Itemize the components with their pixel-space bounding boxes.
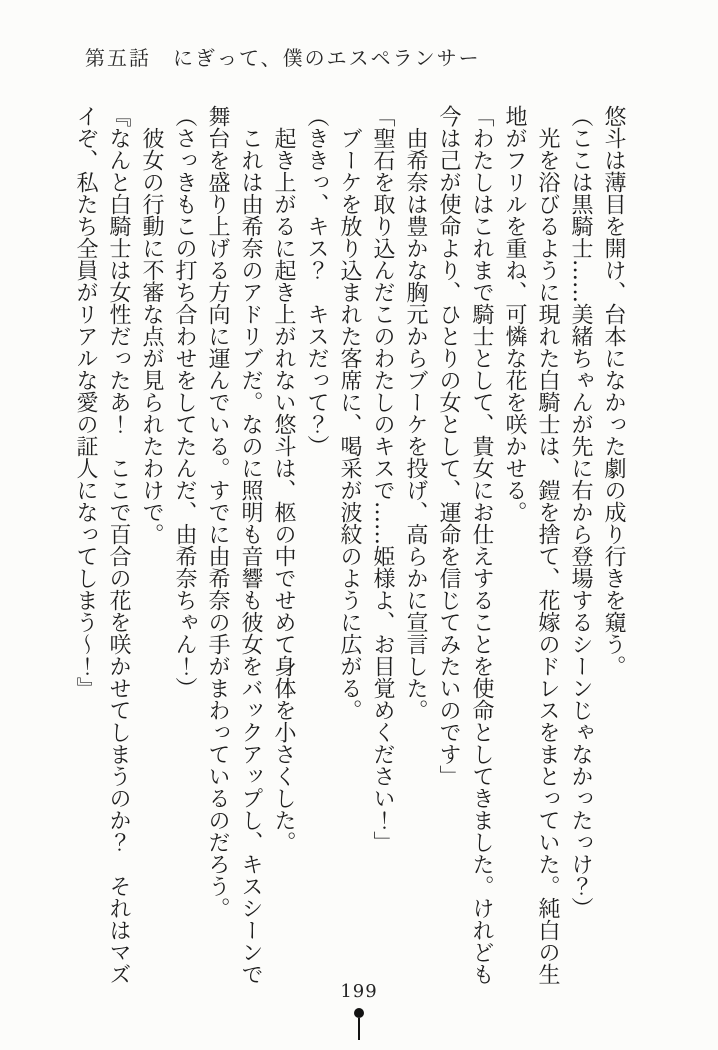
paragraph: 彼女の行動に不審な点が見られたわけで。 [139,127,164,545]
paragraph: 悠斗は薄目を開け、台本になかった劇の成り行きを窺う。 [601,105,626,677]
paragraph: これは由希奈のアドリブだ。なのに照明も音響も彼女をバックアップし、キスシーンで舞台を盛り上げる方向に運んでいる。すでに由希奈の手がまわっているのだろう。 [205,105,263,985]
paragraph: 由希奈は豊かな胸元からブーケを投げ、高らかに宣言した。 [403,127,428,721]
page-body-text [69,105,630,989]
chapter-header: 第五話 にぎって、僕のエスペランサー [85,46,481,70]
page-marker-stem [358,1018,360,1040]
paragraph: ブーケを放り込まれた客席に、喝采が波紋のように広がる。 [337,127,362,721]
paragraph: （さっきもこの打ち合わせをしてたんだ、由希奈ちゃん！） [172,105,197,699]
paragraph: （ここは黒騎士……美緒ちゃんが先に右から登場するシーンじゃなかったっけ？） [568,105,593,919]
paragraph: 「わたしはこれまで騎士として、貴女にお仕えすることを使命としてきました。けれども今は己が使命より、ひとりの女として、運命を信じてみたいのです」 [436,105,494,985]
paragraph: 「聖石を取り込んだこのわたしのキスで……姫様よ、お目覚めください！」 [370,105,395,853]
page-marker-dot [354,1008,364,1018]
paragraph: 起き上がるに起き上がれない悠斗は、柩の中でせめて身体を小さくした。 [271,127,296,853]
page-number: 199 [340,981,378,1002]
paragraph: （ききっ、キス？ キスだって？） [304,105,329,457]
paragraph: 光を浴びるように現れた白騎士は、鎧を捨て、花嫁のドレスをまとっていた。純白の生地がフリルを重ね、可憐な花を咲かせる。 [502,105,560,985]
page-marker-ornament [353,1008,365,1040]
paragraph: 『なんと白騎士は女性だったあ！ ここで百合の花を咲かせてしまうのか？ それはマズイぞ、私たち全員がリアルな愛の証人になってしまう～！』 [73,105,131,985]
